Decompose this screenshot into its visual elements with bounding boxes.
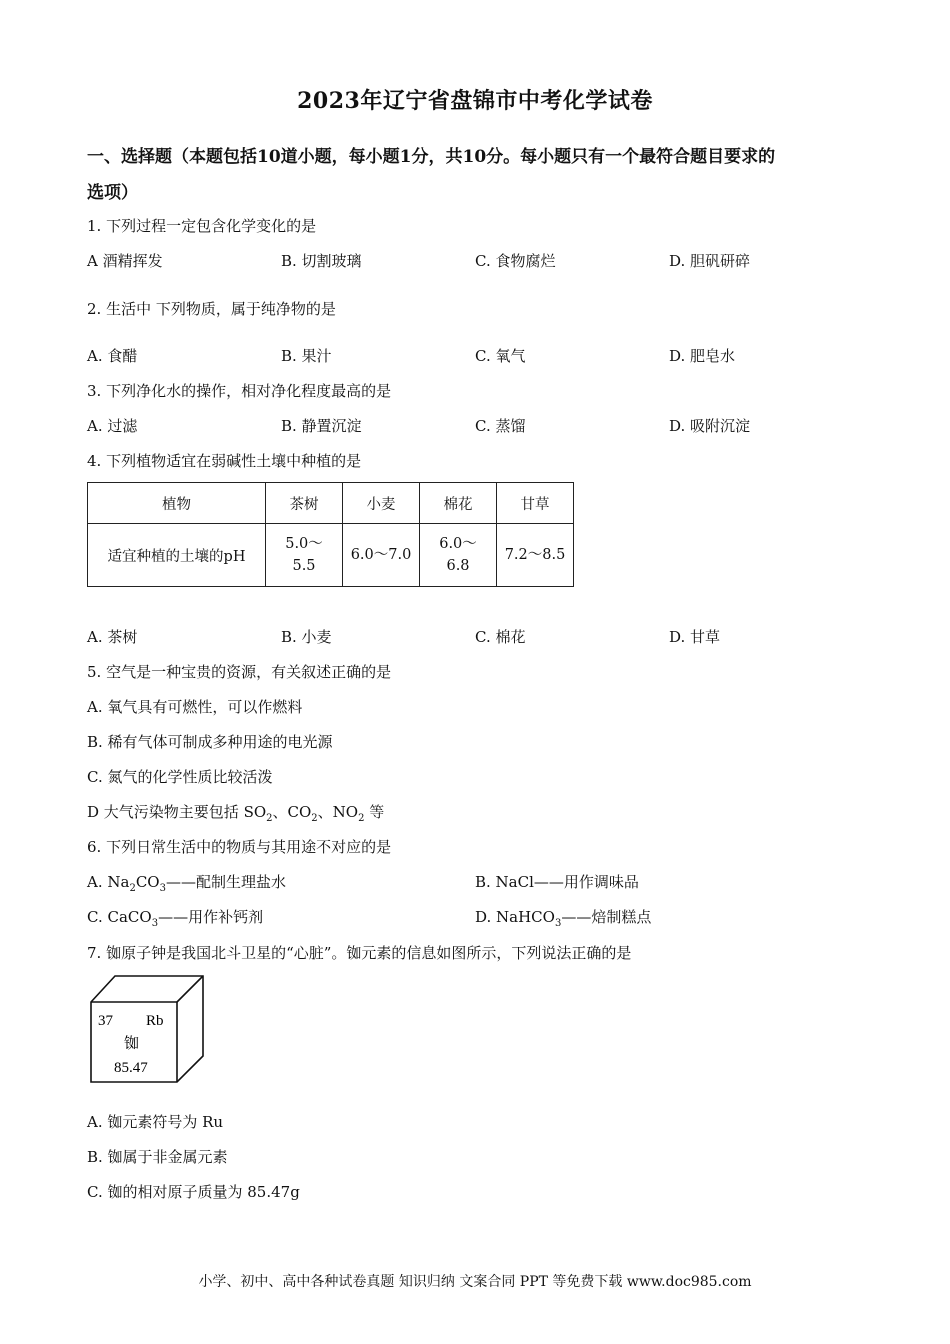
table-cell-line: 6.8 xyxy=(446,558,470,574)
question-7-option-a: A. 铷元素符号为 Ru xyxy=(87,1113,224,1131)
question-7-stem: 7. 铷原子钟是我国北斗卫星的“心脏”。铷元素的信息如图所示，下列说法正确的是 xyxy=(87,944,632,962)
question-3-option-b: B. 静置沉淀 xyxy=(281,417,362,435)
element-name: 铷 xyxy=(124,1034,140,1052)
table-cell-line: 6.0～ xyxy=(439,536,477,552)
question-6-option-b: B. NaCl——用作调味品 xyxy=(475,873,639,891)
element-atomic-mass: 85.47 xyxy=(114,1060,148,1076)
table-cell-line: 5.5 xyxy=(292,558,316,574)
question-2-option-a: A. 食醋 xyxy=(87,347,138,365)
table-cell xyxy=(266,524,343,587)
page-title: 2023年辽宁省盘锦市中考化学试卷 xyxy=(297,88,653,114)
question-6-option-d xyxy=(475,906,651,927)
question-6-option-c xyxy=(87,906,263,927)
question-1-option-d: D. 胆矾研碎 xyxy=(669,252,751,270)
table-cell-line: 5.0～ xyxy=(285,536,323,552)
table-row-label: 适宜种植的土壤的pH xyxy=(88,524,266,587)
question-4-option-c: C. 棉花 xyxy=(475,628,526,646)
subscript: 3 xyxy=(159,883,166,894)
element-symbol: Rb xyxy=(146,1013,164,1029)
question-4-option-b: B. 小麦 xyxy=(281,628,332,646)
question-5-option-b: B. 稀有气体可制成多种用途的电光源 xyxy=(87,733,333,751)
section-heading-line2: 选项） xyxy=(87,183,138,203)
text: D. NaHCO xyxy=(475,908,555,926)
question-3-stem: 3. 下列净化水的操作，相对净化程度最高的是 xyxy=(87,382,392,400)
text: A. Na xyxy=(87,873,130,891)
question-4-option-d: D. 甘草 xyxy=(669,628,721,646)
table-row xyxy=(88,524,574,587)
question-5-stem: 5. 空气是一种宝贵的资源，有关叙述正确的是 xyxy=(87,663,392,681)
question-7-option-c: C. 铷的相对原子质量为 85.47g xyxy=(87,1183,300,1201)
question-2-option-d: D. 肥皂水 xyxy=(669,347,736,365)
question-5-option-a: A. 氧气具有可燃性，可以作燃料 xyxy=(87,698,303,716)
table-header-cell: 棉花 xyxy=(420,483,497,524)
table-header-cell: 小麦 xyxy=(343,483,420,524)
question-1-stem: 1. 下列过程一定包含化学变化的是 xyxy=(87,217,317,235)
text: ——用作补钙剂 xyxy=(158,908,264,926)
text: C. CaCO xyxy=(87,908,152,926)
soil-ph-table xyxy=(87,482,574,587)
table-header-cell: 甘草 xyxy=(497,483,574,524)
subscript: 3 xyxy=(151,918,159,929)
text: ——焙制糕点 xyxy=(561,908,652,926)
question-1-option-c: C. 食物腐烂 xyxy=(475,252,556,270)
question-1-option-b: B. 切割玻璃 xyxy=(281,252,362,270)
question-3-option-d: D. 吸附沉淀 xyxy=(669,417,751,435)
table-header-cell: 植物 xyxy=(88,483,266,524)
question-3-option-a: A. 过滤 xyxy=(87,417,138,435)
question-4-stem: 4. 下列植物适宜在弱碱性土壤中种植的是 xyxy=(87,452,362,470)
subscript: 2 xyxy=(311,813,318,824)
subscript: 2 xyxy=(129,883,136,894)
question-4-option-a: A. 茶树 xyxy=(87,628,138,646)
subscript: 2 xyxy=(266,813,273,824)
question-2-stem: 2. 生活中 下列物质，属于纯净物的是 xyxy=(87,300,336,318)
text: D 大气污染物主要包括 SO xyxy=(87,803,267,821)
subscript: 2 xyxy=(358,813,365,824)
question-1-option-a: A 酒精挥发 xyxy=(87,252,163,270)
table-cell xyxy=(497,524,574,587)
text: 、CO xyxy=(272,803,312,821)
table-cell xyxy=(343,524,420,587)
table-header-row xyxy=(88,483,574,524)
table-cell-line: 6.0～7.0 xyxy=(350,547,412,563)
question-5-option-c: C. 氮气的化学性质比较活泼 xyxy=(87,768,273,786)
section-heading-line1: 一、选择题（本题包括10道小题，每小题1分，共10分。每小题只有一个最符合题目要求的 xyxy=(87,147,776,167)
question-3-option-c: C. 蒸馏 xyxy=(475,417,526,435)
text: 、NO xyxy=(317,803,359,821)
element-atomic-number: 37 xyxy=(98,1013,113,1029)
rubidium-element-card xyxy=(88,972,208,1087)
question-7-option-b: B. 铷属于非金属元素 xyxy=(87,1148,228,1166)
table-cell xyxy=(420,524,497,587)
text: 等 xyxy=(364,803,385,821)
question-2-option-c: C. 氧气 xyxy=(475,347,526,365)
page-footer: 小学、初中、高中各种试卷真题 知识归纳 文案合同 PPT 等免费下载 www.doc985.com xyxy=(198,1274,752,1290)
table-cell-line: 7.2～8.5 xyxy=(504,547,566,563)
table-header-cell: 茶树 xyxy=(266,483,343,524)
question-6-stem: 6. 下列日常生活中的物质与其用途不对应的是 xyxy=(87,838,392,856)
text: CO xyxy=(135,873,160,891)
question-2-option-b: B. 果汁 xyxy=(281,347,332,365)
subscript: 3 xyxy=(554,918,562,929)
question-6-option-a xyxy=(87,871,286,892)
text: ——配制生理盐水 xyxy=(165,873,286,891)
question-5-option-d xyxy=(87,801,384,822)
